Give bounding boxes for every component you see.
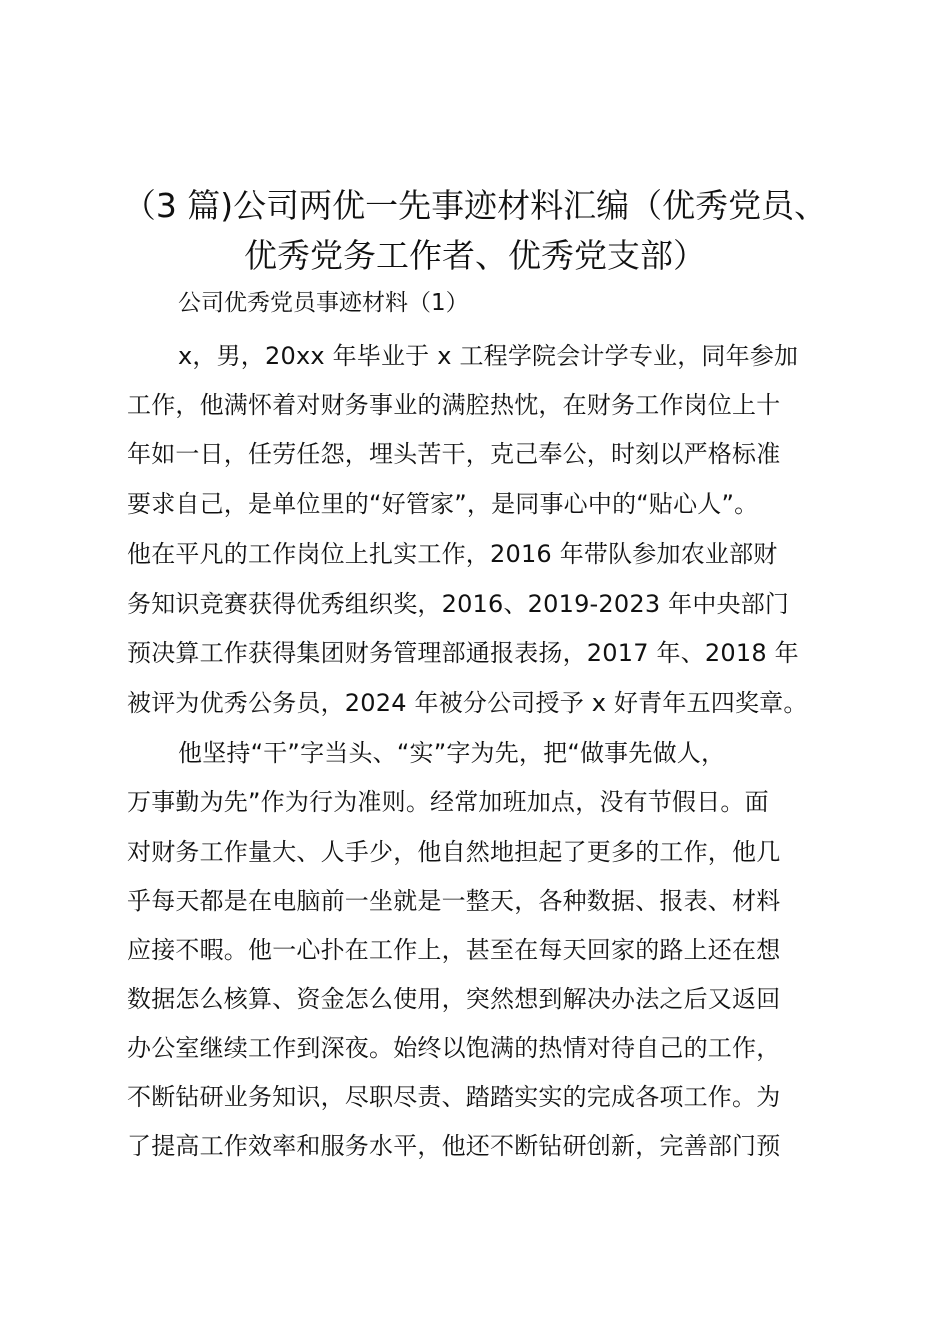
paragraph-2-line: 乎每天都是在电脑前一坐就是一整天，各种数据、报表、材料 <box>127 887 781 915</box>
paragraph-1-line: 预决算工作获得集团财务管理部通报表扬，2017 年、2018 年 <box>127 639 799 667</box>
paragraph-2-line: 他坚持“干”字当头、“实”字为先，把“做事先做人， <box>178 739 726 767</box>
document-title-line-2: 优秀党务工作者、优秀党支部） <box>244 236 706 275</box>
paragraph-2-line: 万事勤为先”作为行为准则。经常加班加点，没有节假日。面 <box>127 788 769 816</box>
paragraph-1-line: 年如一日，任劳任怨，埋头苦干，克己奉公，时刻以严格标准 <box>127 440 781 468</box>
paragraph-1-line: 要求自己，是单位里的“好管家”，是同事心中的“贴心人”。 <box>127 490 759 518</box>
paragraph-2-line: 办公室继续工作到深夜。始终以饱满的热情对待自己的工作， <box>127 1034 781 1062</box>
paragraph-2-line: 数据怎么核算、资金怎么使用，突然想到解决办法之后又返回 <box>127 985 781 1013</box>
paragraph-2-line: 对财务工作量大、人手少，他自然地担起了更多的工作，他几 <box>127 838 781 866</box>
paragraph-1-line: 他在平凡的工作岗位上扎实工作，2016 年带队参加农业部财 <box>127 540 778 568</box>
paragraph-2-line: 不断钻研业务知识，尽职尽责、踏踏实实的完成各项工作。为 <box>127 1083 781 1111</box>
paragraph-1-line: x，男，20xx 年毕业于 x 工程学院会计学专业，同年参加 <box>178 342 799 370</box>
paragraph-2-line: 应接不暇。他一心扑在工作上，甚至在每天回家的路上还在想 <box>127 936 781 964</box>
section-subtitle: 公司优秀党员事迹材料（1） <box>178 290 469 316</box>
paragraph-2-line: 了提高工作效率和服务水平，他还不断钻研创新，完善部门预 <box>127 1132 781 1160</box>
paragraph-1-line: 被评为优秀公务员，2024 年被分公司授予 x 好青年五四奖章。 <box>127 689 808 717</box>
document-title-line-1: （3 篇)公司两优一先事迹材料汇编（优秀党员、 <box>122 186 828 225</box>
paragraph-1-line: 工作，他满怀着对财务事业的满腔热忱，在财务工作岗位上十 <box>127 391 781 419</box>
paragraph-1-line: 务知识竞赛获得优秀组织奖，2016、2019-2023 年中央部门 <box>127 590 790 618</box>
